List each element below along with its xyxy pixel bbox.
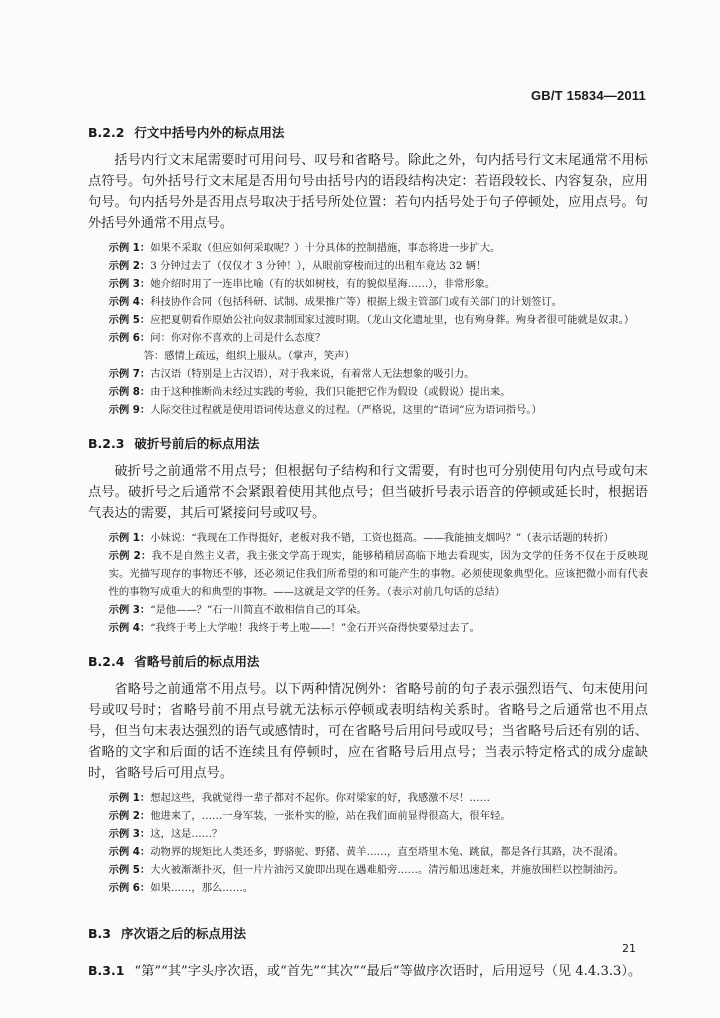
example-text: 我不是自然主义者，我主张文学高于现实，能够稍稍居高临下地去看现实，因为文学的任务不仅在于反映现实。光描写现存的事物还不够，还必须记住我们所希望的和可能产生的事物。必须使现象典型化。应该把微小而有代表性的事物写成重大的和典型的事物。——这就是文学的任务。（表示对前几句话的总结） (108, 550, 649, 598)
example-label: 示例 2： (108, 260, 151, 272)
example-label: 示例 1： (108, 792, 151, 804)
example-item (88, 843, 648, 861)
example-text: 如果……，那么……。 (150, 882, 254, 894)
example-text: 如果不采取（但应如何采取呢？）十分具体的控制措施，事态将进一步扩大。 (150, 242, 501, 254)
example-text: 小妹说：“我现在工作得挺好，老板对我不错，工资也挺高。——我能抽支烟吗？”（表示话题的转折） (150, 532, 614, 544)
example-text: “是他——？”石一川简直不敢相信自己的耳朵。 (150, 604, 367, 616)
example-item (88, 383, 648, 401)
example-text: 人际交往过程就是使用语词传达意义的过程。（严格说，这里的“语词”应为语词指号。） (150, 404, 542, 416)
example-text: 问：你对你不喜欢的上司是什么态度？ (150, 332, 326, 344)
example-text: 应把夏朝看作原始公社向奴隶制国家过渡时期。（龙山文化遗址里，也有殉身葬。殉身者很可能就是奴隶。） (150, 314, 635, 326)
example-text: 动物界的规矩比人类还多，野骆驼、野猪、黄羊……，直至塔里木兔、跳鼠，都是各行其路，决不混淆。 (150, 846, 624, 858)
example-label: 示例 1： (108, 532, 151, 544)
section-b-2-4 (88, 653, 648, 897)
example-label: 示例 7： (108, 368, 151, 380)
example-label: 示例 3： (108, 828, 151, 840)
example-list (88, 789, 648, 897)
section-heading (88, 925, 648, 943)
section-paragraph: 省略号之前通常不用点号。以下两种情况例外：省略号前的句子表示强烈语气、句末使用问号或叹号时；省略号前不用点号就无法标示停顿或表明结构关系时。省略号之后通常也不用点号，但当句末表达强烈的语气或感情时，可在省略号后用问号或叹号；当省略号后还有别的话、省略的文字和后面的话不连续且有停顿时，应在省略号后用点号；当表示特定格式的成分虚缺时，省略号后可用点号。 (88, 682, 648, 781)
example-text: 由于这种推断尚未经过实践的考验，我们只能把它作为假设（或假说）提出来。 (150, 386, 511, 398)
example-label: 示例 6： (108, 882, 151, 894)
example-text: 她介绍时用了一连串比喻（有的状如树枝，有的貌似星海……），非常形象。 (150, 278, 496, 290)
section-b-2-2 (88, 124, 648, 419)
example-item (88, 861, 648, 879)
section-number: B.3 (88, 926, 111, 941)
example-label: 示例 8： (108, 386, 151, 398)
example-item (88, 789, 648, 807)
example-text: 科技协作合同（包括科研、试制、成果推广等）根据上级主管部门或有关部门的计划签订。 (150, 296, 563, 308)
example-label: 示例 2： (108, 550, 152, 562)
section-heading (88, 124, 648, 142)
section-paragraph: 括号内行文末尾需要时可用问号、叹号和省略号。除此之外，句内括号行文末尾通常不用标点符号。句外括号行文末尾是否用句号由括号内的语段结构决定：若语段较长、内容复杂，应用句号。句内括号外是否用点号取决于括号所处位置：若句内括号处于句子停顿处，应用点号。句外括号外通常不用点号。 (88, 153, 648, 231)
page-number: 21 (622, 942, 636, 955)
section-heading (88, 653, 648, 671)
section-number: B.2.4 (88, 654, 125, 669)
example-label: 示例 4： (108, 296, 151, 308)
example-item (88, 257, 648, 275)
example-label: 示例 6： (108, 332, 151, 344)
example-text: 古汉语（特别是上古汉语），对于我来说，有着常人无法想象的吸引力。 (150, 368, 475, 380)
standard-code: GB/T 15834—2011 (530, 88, 646, 103)
example-item (88, 619, 648, 637)
section-number: B.3.1 (88, 963, 125, 978)
example-label: 示例 5： (108, 314, 151, 326)
example-label: 示例 9： (108, 404, 151, 416)
example-item (88, 879, 648, 897)
example-item (88, 529, 648, 547)
page-content (88, 124, 648, 988)
example-text: 大火被渐渐扑灭，但一片片油污又旋即出现在遇难船旁……。清污船迅速赶来，并施放围栏以控制油污。 (150, 864, 624, 876)
section-b-2-3 (88, 435, 648, 637)
example-item (88, 365, 648, 383)
section-paragraph (88, 961, 648, 982)
section-title: 破折号前后的标点用法 (134, 436, 260, 451)
example-label: 示例 3： (108, 278, 151, 290)
example-list (88, 529, 648, 637)
section-title: 序次语之后的标点用法 (120, 926, 246, 941)
section-heading (88, 435, 648, 453)
example-item (88, 275, 648, 293)
example-item (88, 601, 648, 619)
example-item (88, 329, 648, 365)
example-label: 示例 4： (108, 846, 151, 858)
example-continuation: 答：感情上疏远，组织上服从。（掌声，笑声） (143, 350, 355, 362)
example-item (88, 807, 648, 825)
example-item (88, 547, 648, 601)
example-text: “我终于考上大学啦！我终于考上啦——！”金石开兴奋得快要晕过去了。 (150, 622, 480, 634)
example-label: 示例 2： (108, 810, 151, 822)
example-list (88, 239, 648, 419)
example-label: 示例 5： (108, 864, 151, 876)
example-label: 示例 4： (108, 622, 151, 634)
section-text: “第”“其”字头序次语，或“首先”“其次”“最后”等做序次语时，后用逗号（见 4.4.3.3）。 (134, 964, 642, 979)
section-number: B.2.2 (88, 125, 125, 140)
example-label: 示例 1： (108, 242, 151, 254)
example-text: 这，这是……？ (150, 828, 223, 840)
example-item (88, 311, 648, 329)
example-text: 他进来了，……一身军装，一张朴实的脸，站在我们面前显得很高大，很年轻。 (150, 810, 511, 822)
section-title: 行文中括号内外的标点用法 (134, 125, 285, 140)
section-number: B.2.3 (88, 436, 125, 451)
example-label: 示例 3： (108, 604, 151, 616)
section-paragraph: 破折号之前通常不用点号；但根据句子结构和行文需要，有时也可分别使用句内点号或句末点号。破折号之后通常不会紧跟着使用其他点号；但当破折号表示语音的停顿或延长时，根据语气表达的需要，其后可紧接问号或叹号。 (88, 464, 648, 521)
example-text: 3 分钟过去了（仅仅才 3 分钟！），从眼前穿梭而过的出租车竟达 32 辆！ (150, 260, 487, 272)
section-b-3 (88, 925, 648, 943)
section-b-3-1 (88, 961, 648, 982)
example-item (88, 293, 648, 311)
example-item (88, 239, 648, 257)
section-title: 省略号前后的标点用法 (134, 654, 260, 669)
example-item (88, 401, 648, 419)
example-item (88, 825, 648, 843)
example-text: 想起这些，我就觉得一辈子都对不起你。你对梁家的好，我感激不尽！…… (150, 792, 491, 804)
